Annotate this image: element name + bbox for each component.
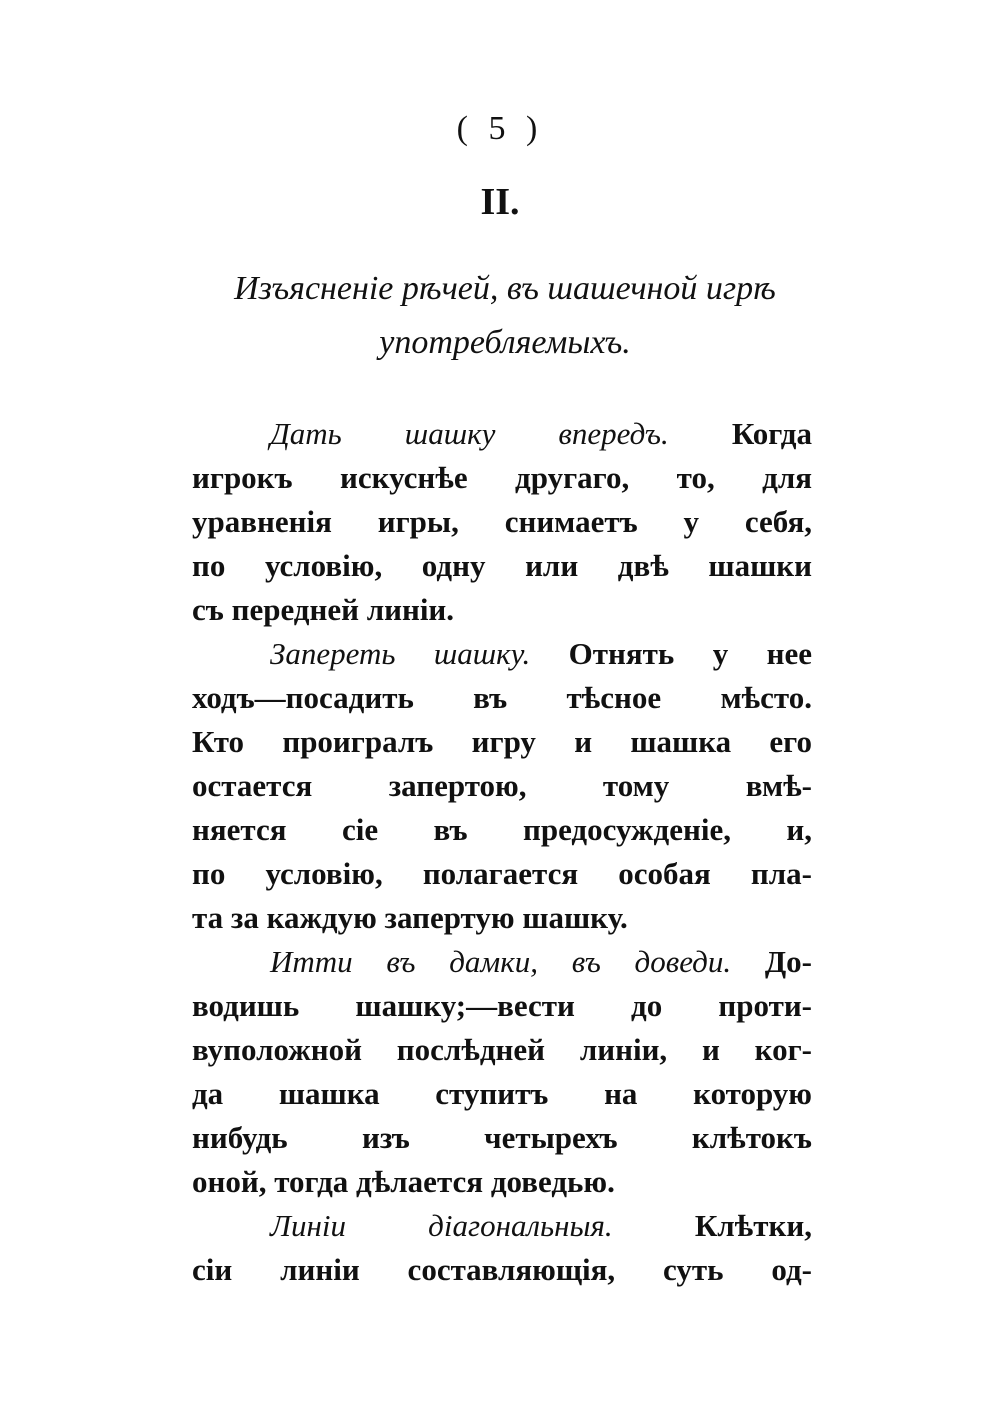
text-line: Кто проигралъ игру и шашка его (192, 724, 812, 759)
text-line: нибудь изъ четырехъ клѣтокъ (192, 1120, 812, 1155)
page-number: ( 5 ) (456, 110, 544, 147)
text-line: водишь шашку;—вести до проти- (192, 988, 812, 1023)
chapter-title-line-2: употребляемыхъ. (379, 324, 631, 361)
text-line: няется сіе въ предосужденіе, и, (192, 812, 812, 847)
text-line: съ передней линіи. (192, 592, 455, 627)
paragraph-first-line (192, 632, 812, 676)
text-line: ходъ—посадить въ тѣсное мѣсто. (192, 680, 812, 715)
paragraph-first-line (192, 1204, 812, 1248)
text-line: оной, тогда дѣлается доведью. (192, 1164, 615, 1199)
text-segment: Когда (731, 416, 812, 451)
text-line: сіи линіи составляющія, суть од- (192, 1252, 812, 1287)
chapter-title-line-1: Изъясненіе рѣчей, въ шашечной игрѣ (234, 270, 776, 307)
paragraph (192, 632, 812, 940)
term-heading: Итти въ дамки, въ доведи. (270, 944, 732, 979)
paragraph-first-line (192, 940, 812, 984)
text-line: игрокъ искуснѣе другаго, то, для (192, 460, 812, 495)
text-segment: Отнять у нее (568, 636, 812, 671)
text-segment: До- (764, 944, 813, 979)
chapter-title (185, 262, 825, 370)
text-segment: Клѣтки, (694, 1208, 812, 1243)
paragraph (192, 940, 812, 1204)
text-line: остается запертою, тому вмѣ- (192, 768, 812, 803)
text-line: по условію, одну или двѣ шашки (192, 548, 812, 583)
term-heading: Дать шашку впередъ. (270, 416, 669, 451)
term-heading: Запереть шашку. (270, 636, 531, 671)
text-line: уравненія игры, снимаетъ у себя, (192, 504, 812, 539)
section-number: II. (480, 181, 520, 223)
term-heading: Линіи діагональныя. (270, 1208, 613, 1243)
paragraph (192, 412, 812, 632)
text-line: та за каждую запертую шашку. (192, 900, 628, 935)
text-line: вуположной послѣдней линіи, и ког- (192, 1032, 812, 1067)
paragraph-first-line (192, 412, 812, 456)
text-line: по условію, полагается особая пла- (192, 856, 812, 891)
body-text (192, 412, 812, 1292)
text-line: да шашка ступитъ на которую (192, 1076, 812, 1111)
paragraph (192, 1204, 812, 1292)
